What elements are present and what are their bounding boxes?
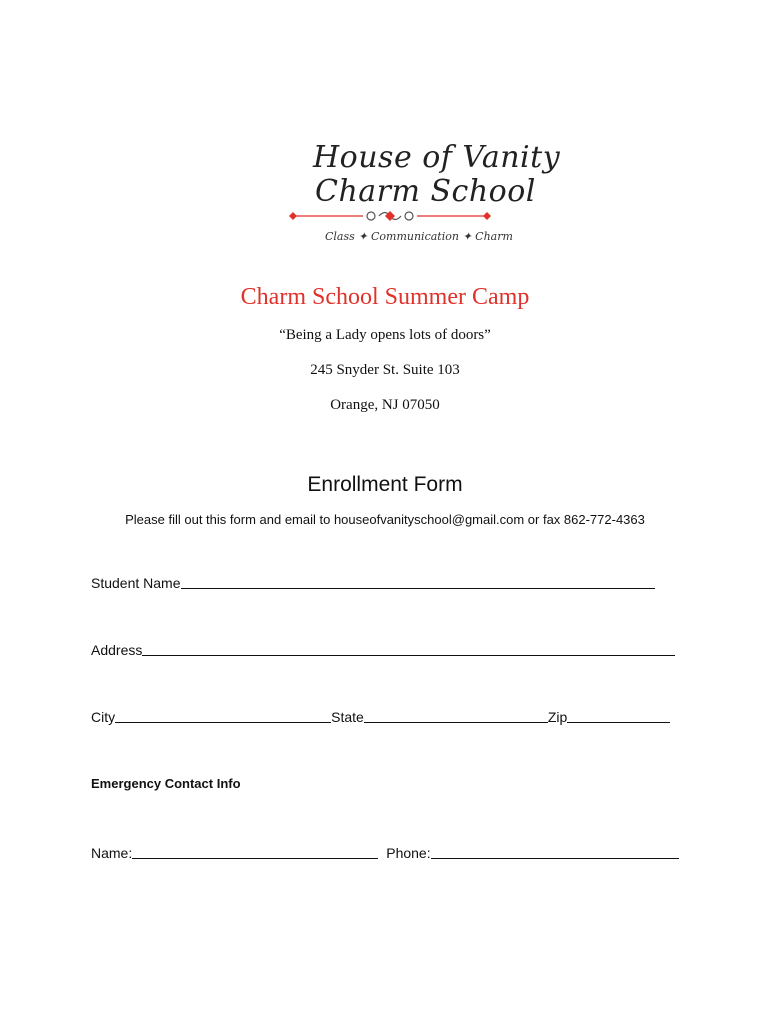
emergency-phone-input[interactable] [431, 844, 679, 859]
logo-tagline: Class ✦ Communication ✦ Charm [325, 230, 513, 243]
address-row [91, 641, 675, 658]
quote: “Being a Lady opens lots of doors” [279, 327, 491, 343]
city-label: City [91, 709, 116, 725]
emergency-row [91, 844, 679, 861]
address-line2: Orange, NJ 07050 [330, 397, 440, 413]
school-logo [285, 138, 561, 256]
city-input[interactable] [115, 708, 331, 723]
logo-ornament [285, 208, 495, 224]
address-input[interactable] [142, 641, 675, 656]
logo-line1: House of Vanity [313, 140, 561, 175]
state-input[interactable] [364, 708, 548, 723]
zip-input[interactable] [567, 708, 670, 723]
address-label: Address [91, 642, 143, 658]
emergency-name-label: Name: [91, 845, 133, 861]
student-name-row [91, 574, 655, 591]
logo-line2: Charm School [315, 174, 536, 209]
address-line1: 245 Snyder St. Suite 103 [310, 362, 460, 378]
city-state-zip-row [91, 708, 670, 725]
emergency-heading: Emergency Contact Info [91, 776, 241, 791]
student-name-input[interactable] [181, 574, 655, 589]
form-instructions: Please fill out this form and email to houseofvanityschool@gmail.com or fax 862-772-4363 [125, 512, 645, 527]
student-name-label: Student Name [91, 575, 181, 591]
form-title: Enrollment Form [307, 473, 463, 496]
state-label: State [331, 709, 364, 725]
emergency-phone-label: Phone: [386, 845, 431, 861]
emergency-name-input[interactable] [132, 844, 378, 859]
camp-title: Charm School Summer Camp [240, 284, 530, 310]
zip-label: Zip [547, 709, 568, 725]
